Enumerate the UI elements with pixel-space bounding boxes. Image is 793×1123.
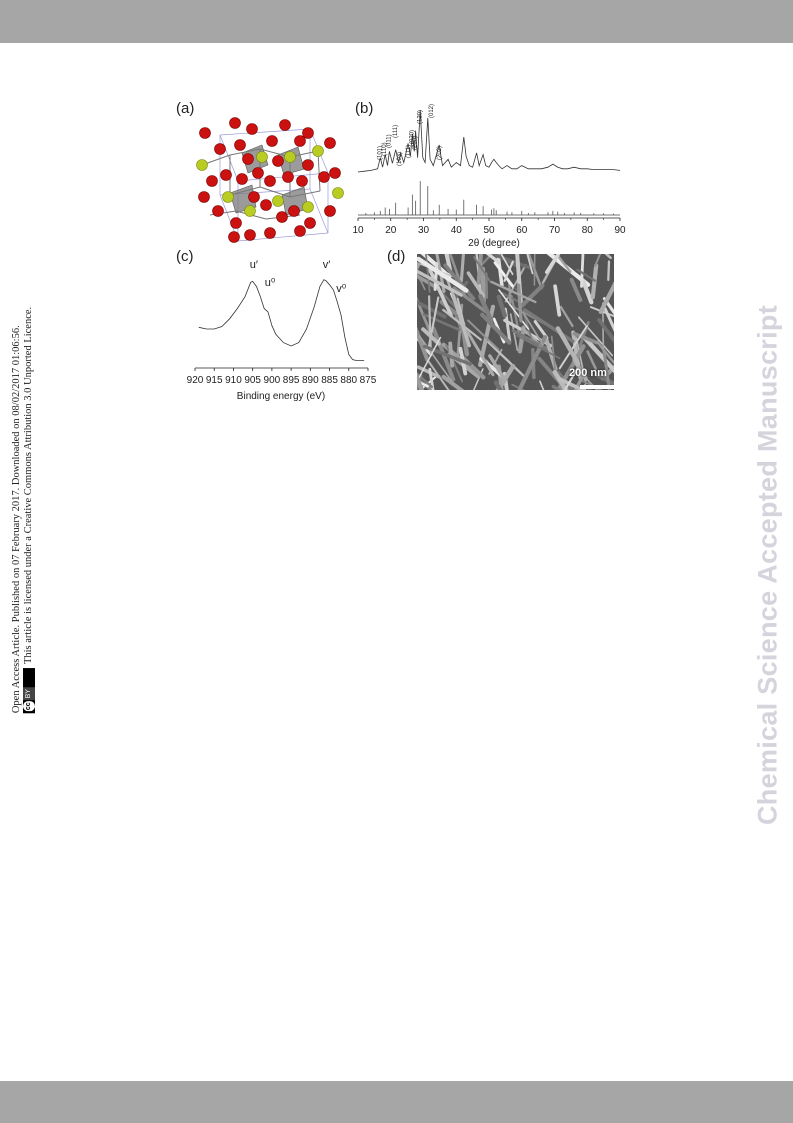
xps-x-tick-label: 920 — [186, 375, 204, 386]
xrd-peak-label: (110) — [382, 142, 389, 156]
oxygen-atom — [297, 176, 308, 187]
metal-atom — [303, 202, 314, 213]
metal-atom — [245, 206, 256, 217]
xrd-x-tick-label: 60 — [516, 225, 528, 236]
metal-atom — [223, 192, 234, 203]
xps-x-tick-label: 915 — [205, 375, 223, 386]
header-band — [0, 0, 793, 43]
scale-bar-label: 200 nm — [569, 367, 607, 379]
oxygen-atom — [247, 124, 258, 135]
panel-label-d: (d) — [387, 248, 406, 265]
xrd-x-tick-label: 80 — [581, 225, 593, 236]
xrd-x-tick-label: 50 — [483, 225, 495, 236]
accepted-manuscript-watermark: Chemical Science Accepted Manuscript — [752, 305, 783, 825]
oxygen-atom — [213, 206, 224, 217]
cc-icon: cc — [23, 701, 35, 711]
xps-peak-label: v′ — [322, 259, 331, 271]
sem-micrograph — [417, 254, 614, 390]
oxygen-atom — [215, 144, 226, 155]
xps-x-tick-label: 910 — [225, 375, 242, 386]
cc-by-license-badge[interactable] — [23, 668, 35, 713]
license-line-1: Open Access Article. Published on 07 February 2017. Downloaded on 08/02/2017 01:06:56. — [11, 325, 22, 714]
oxygen-atom — [267, 136, 278, 147]
footer-band — [0, 1081, 793, 1123]
xrd-x-tick-label: 30 — [417, 225, 430, 236]
oxygen-atom — [283, 172, 294, 183]
xps-peak-label: u⁰ — [264, 277, 276, 289]
oxygen-atom — [305, 218, 316, 229]
xrd-x-tick-label: 40 — [450, 225, 462, 236]
xps-x-axis-label: Binding energy (eV) — [236, 391, 326, 402]
license-sidebar — [11, 307, 35, 713]
nanorod — [450, 343, 452, 365]
metal-atom — [285, 152, 296, 163]
xps-peak-label: v⁰ — [336, 283, 347, 295]
xps-x-tick-label: 895 — [282, 375, 300, 386]
oxygen-atom — [280, 120, 291, 131]
oxygen-atom — [303, 128, 314, 139]
oxygen-atom — [237, 174, 248, 185]
bond — [318, 151, 320, 191]
oxygen-atom — [303, 160, 314, 171]
oxygen-atom — [249, 192, 260, 203]
crystal-structure-image — [190, 115, 350, 245]
xps-x-tick-label: 900 — [263, 375, 281, 386]
metal-atom — [197, 160, 208, 171]
xrd-peak-label: (012) — [429, 103, 436, 118]
xrd-x-tick-label: 70 — [548, 225, 561, 236]
oxygen-atom — [265, 228, 276, 239]
xrd-x-tick-label: 10 — [352, 225, 364, 236]
xrd-x-axis-label: 2θ (degree) — [468, 238, 520, 249]
oxygen-atom — [261, 200, 272, 211]
xps-peak-label: u′ — [249, 259, 258, 271]
oxygen-atom — [245, 230, 256, 241]
oxygen-atom — [221, 170, 232, 181]
xrd-pattern-chart — [350, 100, 630, 250]
panel-label-c: (c) — [176, 248, 194, 265]
oxygen-atom — [325, 206, 336, 217]
oxygen-atom — [207, 176, 218, 187]
metal-atom — [273, 196, 284, 207]
panel-label-a: (a) — [176, 100, 195, 117]
oxygen-atom — [295, 136, 306, 147]
panel-label-b: (b) — [355, 100, 374, 117]
by-icon: BY — [23, 687, 35, 700]
xrd-x-tick-label: 90 — [614, 225, 626, 236]
oxygen-atom — [289, 206, 300, 217]
oxygen-atom — [235, 140, 246, 151]
xrd-x-tick-label: 20 — [385, 225, 397, 236]
oxygen-atom — [330, 168, 341, 179]
xrd-peak-label: (020) — [409, 129, 416, 144]
xrd-peak-label: (103) — [396, 151, 403, 166]
xrd-peak-label: (111) — [405, 144, 412, 158]
xrd-peak-label: (202) — [437, 145, 444, 160]
metal-atom — [257, 152, 268, 163]
oxygen-atom — [199, 192, 210, 203]
xps-spectrum-chart — [185, 258, 385, 403]
nanorod — [534, 254, 535, 285]
xps-x-tick-label: 890 — [301, 375, 319, 386]
xrd-peak-label: (101) — [377, 145, 384, 160]
oxygen-atom — [325, 138, 336, 149]
oxygen-atom — [295, 226, 306, 237]
oxygen-atom — [231, 218, 242, 229]
nanorod — [608, 262, 609, 280]
oxygen-atom — [319, 172, 330, 183]
xrd-peak-label: (011) — [386, 134, 393, 148]
xps-x-tick-label: 875 — [359, 375, 377, 386]
oxygen-atom — [243, 154, 254, 165]
xrd-peak-label: (200) — [412, 135, 419, 150]
scale-bar — [580, 385, 614, 389]
metal-atom — [313, 146, 324, 157]
oxygen-atom — [253, 168, 264, 179]
xrd-peak-label: (120) — [417, 109, 424, 124]
oxygen-atom — [200, 128, 211, 139]
oxygen-atom — [265, 176, 276, 187]
license-line-2: This article is licensed under a Creative Commons Attribution 3.0 Unported Licence. — [23, 306, 34, 665]
oxygen-atom — [273, 156, 284, 167]
xps-x-tick-label: 880 — [340, 375, 358, 386]
xrd-peak-label: (111) — [393, 124, 400, 138]
oxygen-atom — [277, 212, 288, 223]
oxygen-atom — [229, 232, 240, 243]
nanorod — [519, 285, 521, 321]
unit-cell-edge — [220, 129, 310, 135]
metal-atom — [333, 188, 344, 199]
xps-x-tick-label: 885 — [321, 375, 338, 386]
xps-x-tick-label: 905 — [244, 375, 262, 386]
oxygen-atom — [230, 118, 241, 129]
